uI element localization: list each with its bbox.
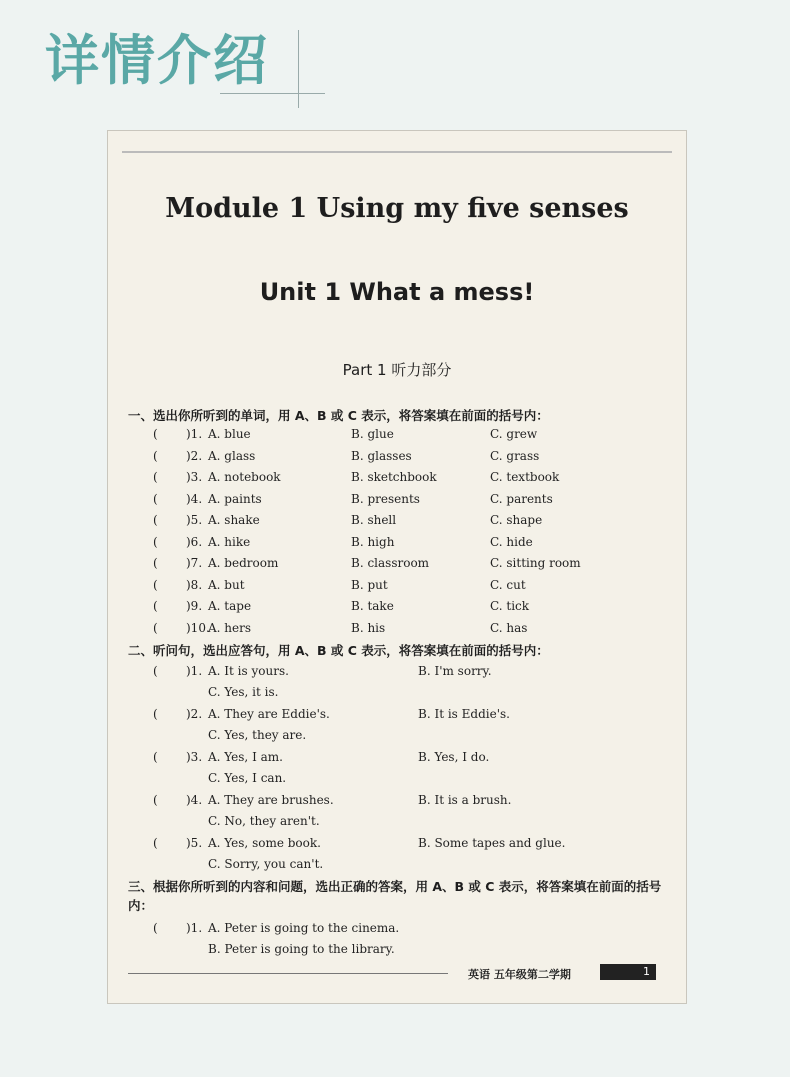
- question-number: )3.: [186, 470, 203, 484]
- option-b: B. Peter is going to the library.: [208, 942, 395, 956]
- option-c: C. has: [490, 620, 528, 635]
- header-rule: [122, 151, 672, 153]
- option-c: C. tick: [490, 599, 530, 613]
- question-number: )1.: [186, 921, 203, 935]
- question-number: )10.: [186, 620, 210, 635]
- answer-paren: (: [153, 750, 158, 764]
- option-c: C. grass: [490, 448, 540, 463]
- option-c: C. sitting room: [490, 556, 581, 570]
- answer-paren: (: [153, 921, 158, 935]
- option-c: C. Yes, they are.: [208, 728, 307, 742]
- option-b: B. put: [351, 577, 388, 592]
- option-a: A. hike: [208, 534, 251, 549]
- option-c: C. No, they aren't.: [208, 814, 320, 828]
- option-b: B. Yes, I do.: [418, 750, 490, 764]
- answer-paren: (: [153, 427, 158, 441]
- answer-paren: (: [153, 599, 158, 613]
- option-a: A. bedroom: [208, 556, 279, 570]
- answer-paren: (: [153, 534, 158, 549]
- answer-paren: (: [153, 577, 158, 592]
- answer-paren: (: [153, 707, 158, 721]
- option-c: C. Yes, it is.: [208, 685, 279, 699]
- option-c: C. grew: [490, 427, 538, 441]
- option-b: B. It is Eddie's.: [418, 707, 510, 721]
- option-c: C. parents: [490, 491, 553, 506]
- option-a: A. They are brushes.: [208, 793, 334, 807]
- part-title: Part 1 听力部分: [342, 361, 452, 379]
- option-a: A. glass: [208, 448, 256, 463]
- option-b: B. I'm sorry.: [418, 664, 492, 678]
- option-c: C. hide: [490, 534, 533, 549]
- option-a: A. It is yours.: [208, 664, 289, 678]
- option-b: B. his: [351, 620, 386, 635]
- answer-paren: (: [153, 448, 158, 463]
- option-c: C. Sorry, you can't.: [208, 857, 324, 871]
- option-b: B. sketchbook: [351, 470, 437, 484]
- option-c: C. Yes, I can.: [208, 771, 287, 785]
- option-c: C. cut: [490, 577, 526, 592]
- option-b: B. take: [351, 599, 394, 613]
- option-a: A. blue: [208, 427, 251, 441]
- question-number: )6.: [186, 534, 203, 549]
- question-number: )2.: [186, 707, 203, 721]
- option-a: A. hers: [208, 620, 252, 635]
- option-a: A. but: [208, 577, 245, 592]
- option-a: A. shake: [208, 513, 260, 527]
- answer-paren: (: [153, 664, 158, 678]
- worksheet-page: [107, 130, 687, 1004]
- option-b: B. classroom: [351, 556, 430, 570]
- question-number: )1.: [186, 664, 203, 678]
- module-title: Module 1 Using my five senses: [165, 193, 629, 224]
- option-b: B. glasses: [351, 448, 412, 463]
- decorative-horizontal-line: [220, 93, 325, 94]
- question-number: )4.: [186, 793, 203, 807]
- answer-paren: (: [153, 491, 158, 506]
- option-c: C. shape: [490, 513, 543, 527]
- question-number: )1.: [186, 427, 203, 441]
- question-number: )3.: [186, 750, 203, 764]
- option-b: B. presents: [351, 491, 420, 506]
- footer-rule: [128, 973, 448, 974]
- banner-title: 详情介绍: [45, 29, 269, 92]
- question-number: )8.: [186, 577, 203, 592]
- question-number: )2.: [186, 448, 203, 463]
- option-a: A. Yes, I am.: [208, 750, 283, 764]
- answer-paren: (: [153, 836, 158, 850]
- section2-heading: 二、听问句，选出应答句，用 A、B 或 C 表示，将答案填在前面的括号内：: [128, 643, 549, 658]
- answer-paren: (: [153, 793, 158, 807]
- answer-paren: (: [153, 620, 158, 635]
- option-a: A. tape: [208, 599, 252, 613]
- option-a: A. They are Eddie's.: [208, 707, 330, 721]
- option-a: A. Peter is going to the cinema.: [208, 921, 400, 935]
- option-a: A. paints: [208, 491, 262, 506]
- option-b: B. Some tapes and glue.: [418, 836, 566, 850]
- answer-paren: (: [153, 470, 158, 484]
- decorative-vertical-line: [298, 30, 299, 108]
- question-number: )7.: [186, 556, 203, 570]
- footer-text: 英语 五年级第二学期: [468, 968, 571, 981]
- option-b: B. It is a brush.: [418, 793, 512, 807]
- answer-paren: (: [153, 556, 158, 570]
- option-a: A. Yes, some book.: [208, 836, 321, 850]
- question-number: )5.: [186, 513, 203, 527]
- page-number: 1: [600, 964, 656, 980]
- option-c: C. textbook: [490, 470, 560, 484]
- question-number: )9.: [186, 599, 203, 613]
- option-b: B. shell: [351, 513, 397, 527]
- answer-paren: (: [153, 513, 158, 527]
- question-number: )5.: [186, 836, 203, 850]
- section3-heading: 三、根据你所听到的内容和问题，选出正确的答案，用 A、B 或 C 表示，将答案填在前面的括号内：: [128, 879, 662, 913]
- question-number: )4.: [186, 491, 203, 506]
- option-b: B. glue: [351, 427, 394, 441]
- option-a: A. notebook: [208, 470, 281, 484]
- section1-heading: 一、选出你所听到的单词，用 A、B 或 C 表示，将答案填在前面的括号内：: [128, 408, 549, 423]
- unit-title: Unit 1 What a mess!: [259, 278, 535, 306]
- option-b: B. high: [351, 534, 395, 549]
